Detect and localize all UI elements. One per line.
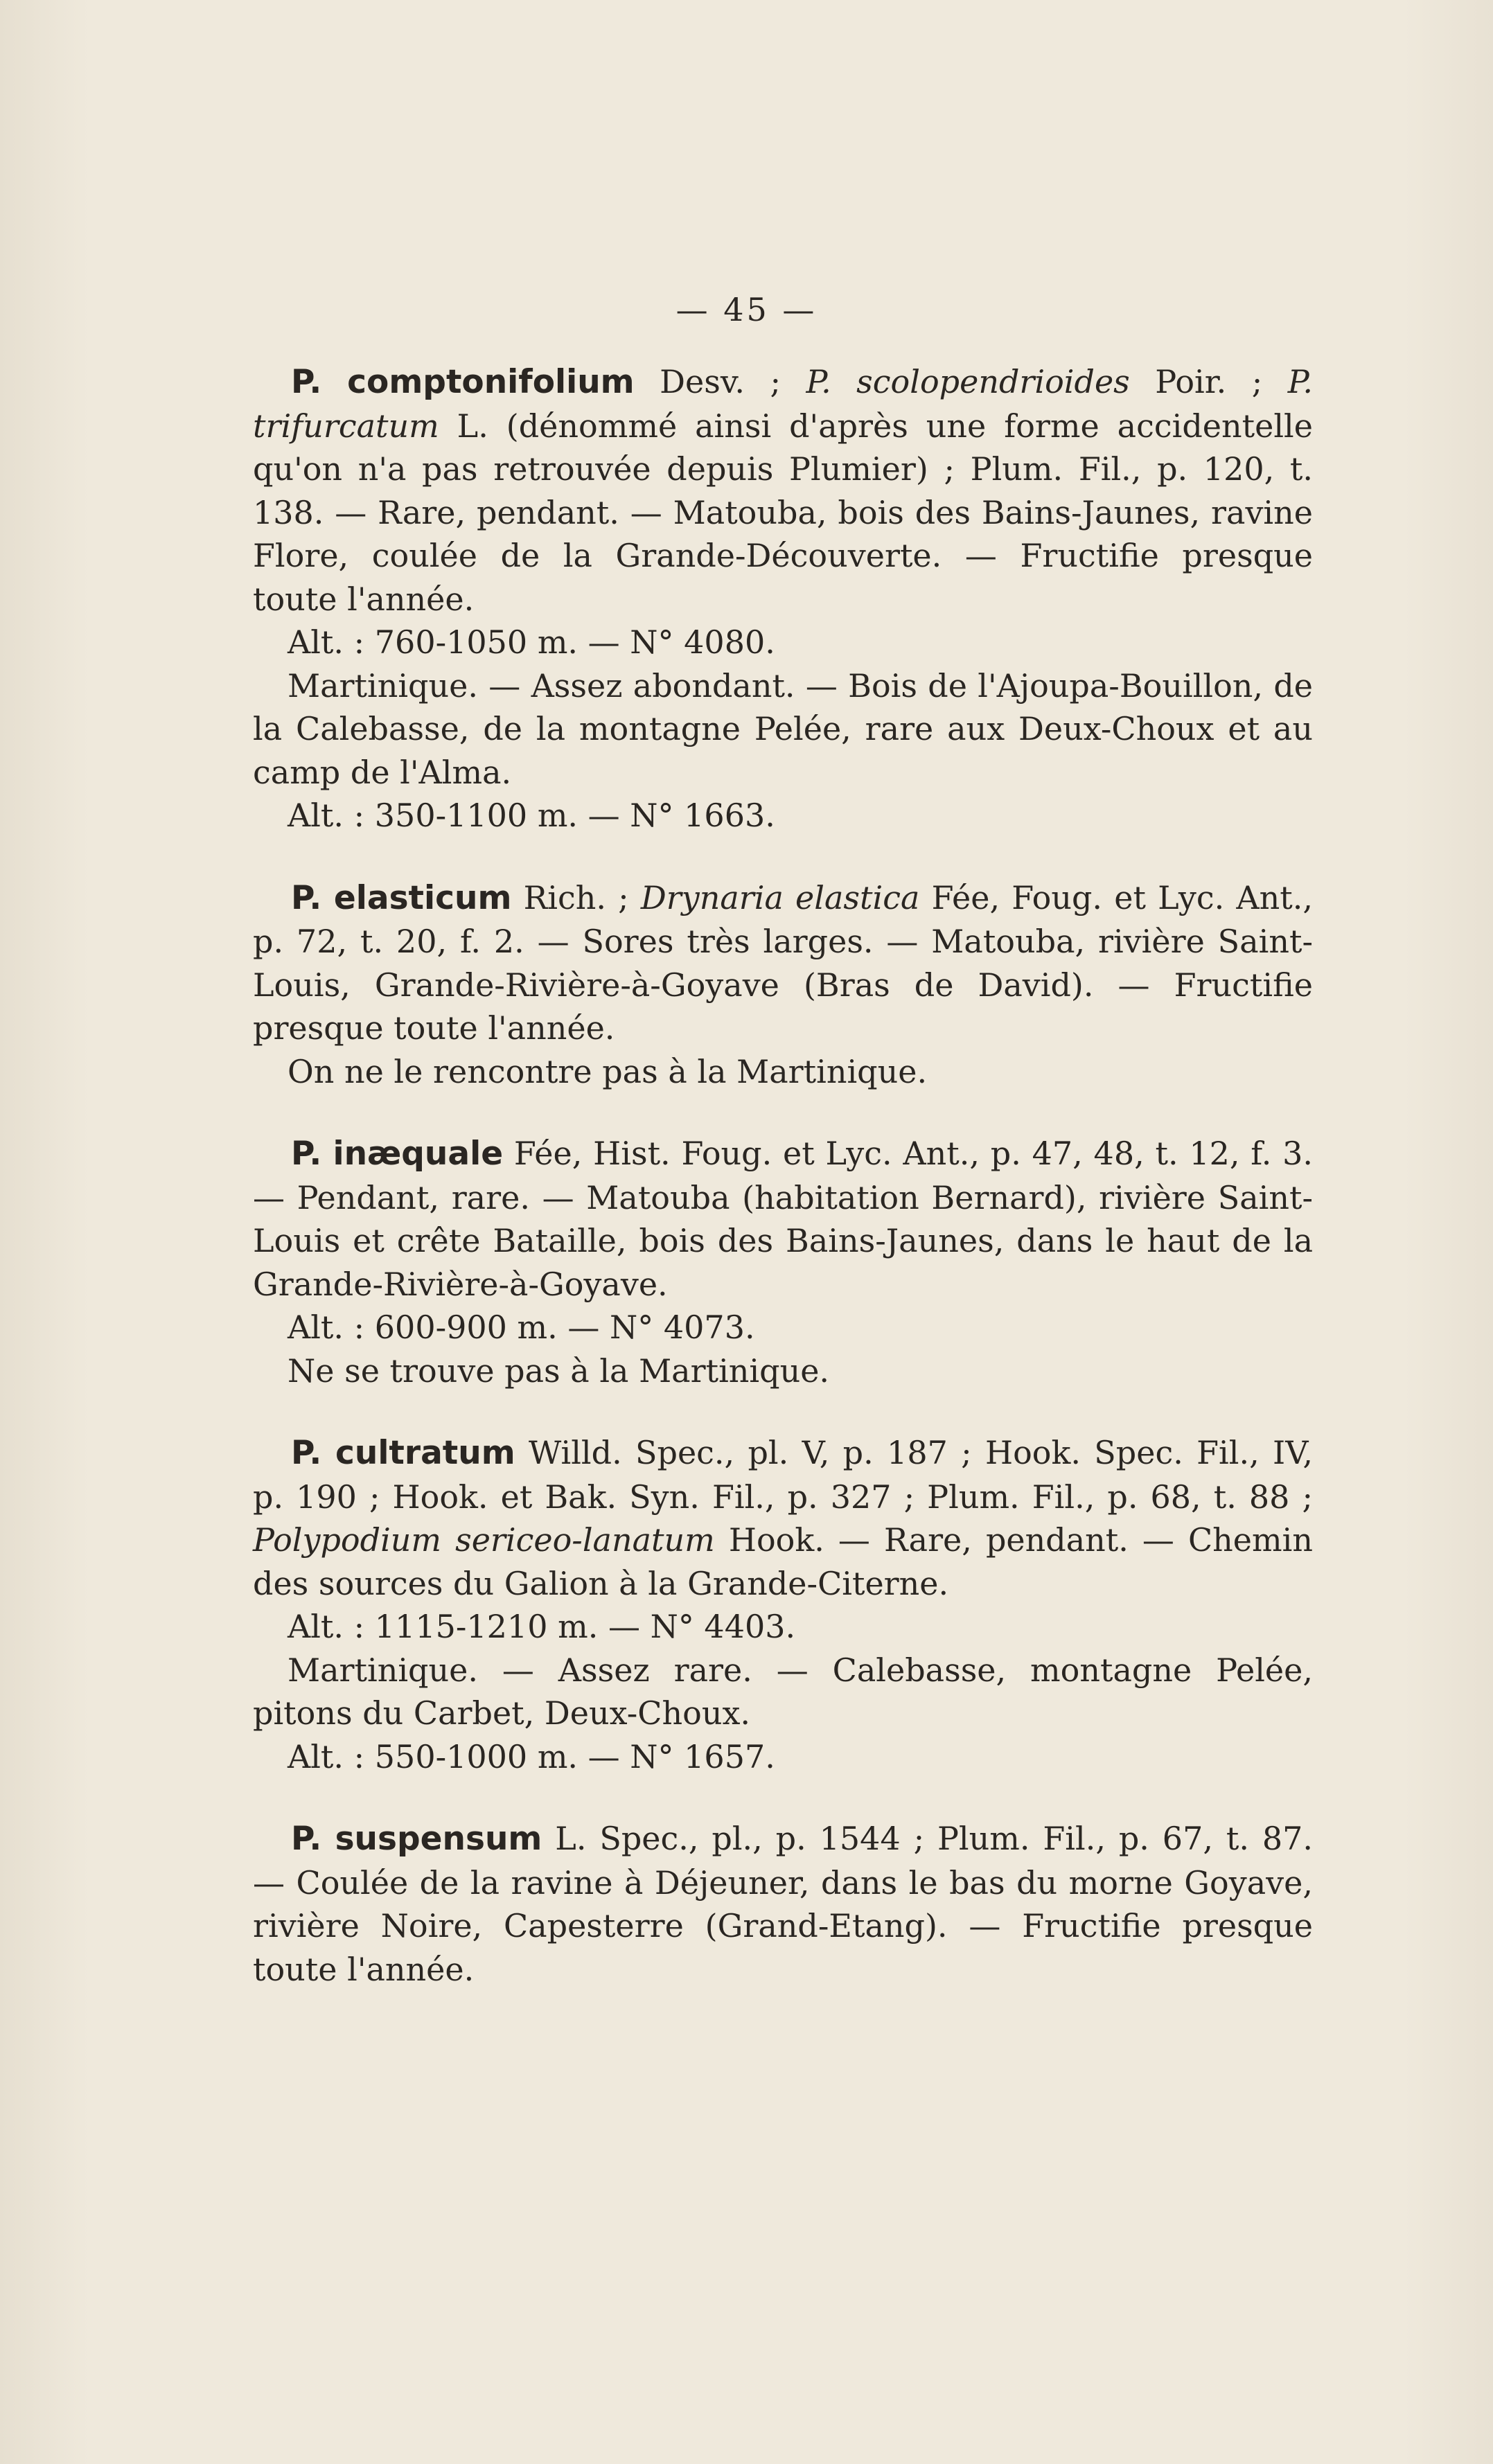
entry-text: Hook. — Rare, pendant. — Chemin des sources du Galion à la Grande-Citerne. bbox=[253, 1521, 1313, 1602]
species-name: inæquale bbox=[333, 1135, 504, 1173]
genus-abbrev: P. bbox=[291, 1434, 322, 1472]
synonym: Polypodium sericeo-lanatum bbox=[253, 1521, 715, 1559]
entry-text: Poir. ; bbox=[1129, 363, 1288, 400]
synonym: Drynaria elastica bbox=[640, 878, 920, 916]
entry-text: L. (dénommé ainsi d'après une forme accidentelle qu'on n'a pas retrouvée depuis Plumier) ; Plum. Fil., p. 120, t. 138. — Rare, pendant. — Matouba, bois des Bains-Jaunes, ravine Flore, coulée de la Grande-Découverte. — Fructifie presque toute l'année. bbox=[253, 407, 1313, 618]
martinique-note: Martinique. — Assez rare. — Calebasse, montagne Pelée, pitons du Carbet, Deux-Choux. bbox=[253, 1651, 1313, 1732]
entry-text: Rich. ; bbox=[511, 878, 641, 916]
species-name: suspensum bbox=[335, 1820, 542, 1858]
altitude-line: Alt. : 550-1000 m. — N° 1657. bbox=[288, 1737, 775, 1775]
entry-paragraph bbox=[253, 1817, 1313, 1991]
entry-paragraph bbox=[253, 1132, 1313, 1306]
altitude-line: Alt. : 1115-1210 m. — N° 4403. bbox=[288, 1608, 796, 1645]
entry-text: Willd. Spec., pl. V, p. 187 ; Hook. Spec. Fil., IV, p. 190 ; Hook. et Bak. Syn. Fil., p. 327 ; Plum. Fil., p. 68, t. 88 ; bbox=[253, 1434, 1313, 1516]
entry-paragraph bbox=[253, 1431, 1313, 1605]
species-name: cultratum bbox=[335, 1434, 515, 1472]
genus-abbrev: P. bbox=[291, 1135, 322, 1173]
species-entry bbox=[253, 1817, 1313, 1991]
martinique-note: Martinique. — Assez abondant. — Bois de l'Ajoupa-Bouillon, de la Calebasse, de la montagne Pelée, rare aux Deux-Choux et au camp de l'Alma. bbox=[253, 666, 1313, 791]
species-entry bbox=[253, 360, 1313, 837]
species-name: elasticum bbox=[333, 878, 512, 917]
page-body bbox=[253, 360, 1313, 2030]
altitude-line: Alt. : 600-900 m. — N° 4073. bbox=[288, 1309, 755, 1346]
entry-text: Desv. ; bbox=[634, 363, 806, 400]
genus-abbrev: P. bbox=[291, 363, 322, 401]
genus-abbrev: P. bbox=[291, 878, 322, 917]
altitude-line: Alt. : 350-1100 m. — N° 1663. bbox=[288, 797, 775, 834]
page-number: — 45 — bbox=[675, 291, 818, 328]
entry-paragraph bbox=[253, 876, 1313, 1050]
martinique-note: Ne se trouve pas à la Martinique. bbox=[288, 1351, 830, 1390]
entry-text: L. Spec., pl., p. 1544 ; Plum. Fil., p. 67, t. 87. — Coulée de la ravine à Déjeuner, dans le bas du morne Goyave, rivière Noire, Capesterre (Grand-Etang). — Fructifie presque toute l'année. bbox=[253, 1820, 1313, 1988]
species-entry bbox=[253, 1132, 1313, 1392]
species-entry bbox=[253, 876, 1313, 1094]
species-name: comptonifolium bbox=[347, 363, 635, 401]
synonym: P. scolopendrioides bbox=[806, 363, 1130, 400]
species-entry bbox=[253, 1431, 1313, 1778]
martinique-note: On ne le rencontre pas à la Martinique. bbox=[288, 1052, 928, 1090]
altitude-line: Alt. : 760-1050 m. — N° 4080. bbox=[288, 623, 775, 661]
entry-text: Fée, Hist. Foug. et Lyc. Ant., p. 47, 48, t. 12, f. 3. — Pendant, rare. — Matouba (habitation Bernard), rivière Saint-Louis et crête Bataille, bois des Bains-Jaunes, dans le haut de la Grande-Rivière-à-Goyave. bbox=[253, 1135, 1313, 1303]
synonym: P. trifurcatum bbox=[253, 363, 1314, 445]
entry-text: Fée, Foug. et Lyc. Ant., p. 72, t. 20, f. 2. — Sores très larges. — Matouba, rivière Saint-Louis, Grande-Rivière-à-Goyave (Bras de David). — Fructifie presque toute l'année. bbox=[253, 878, 1313, 1047]
genus-abbrev: P. bbox=[291, 1820, 322, 1858]
entry-paragraph bbox=[253, 360, 1313, 621]
